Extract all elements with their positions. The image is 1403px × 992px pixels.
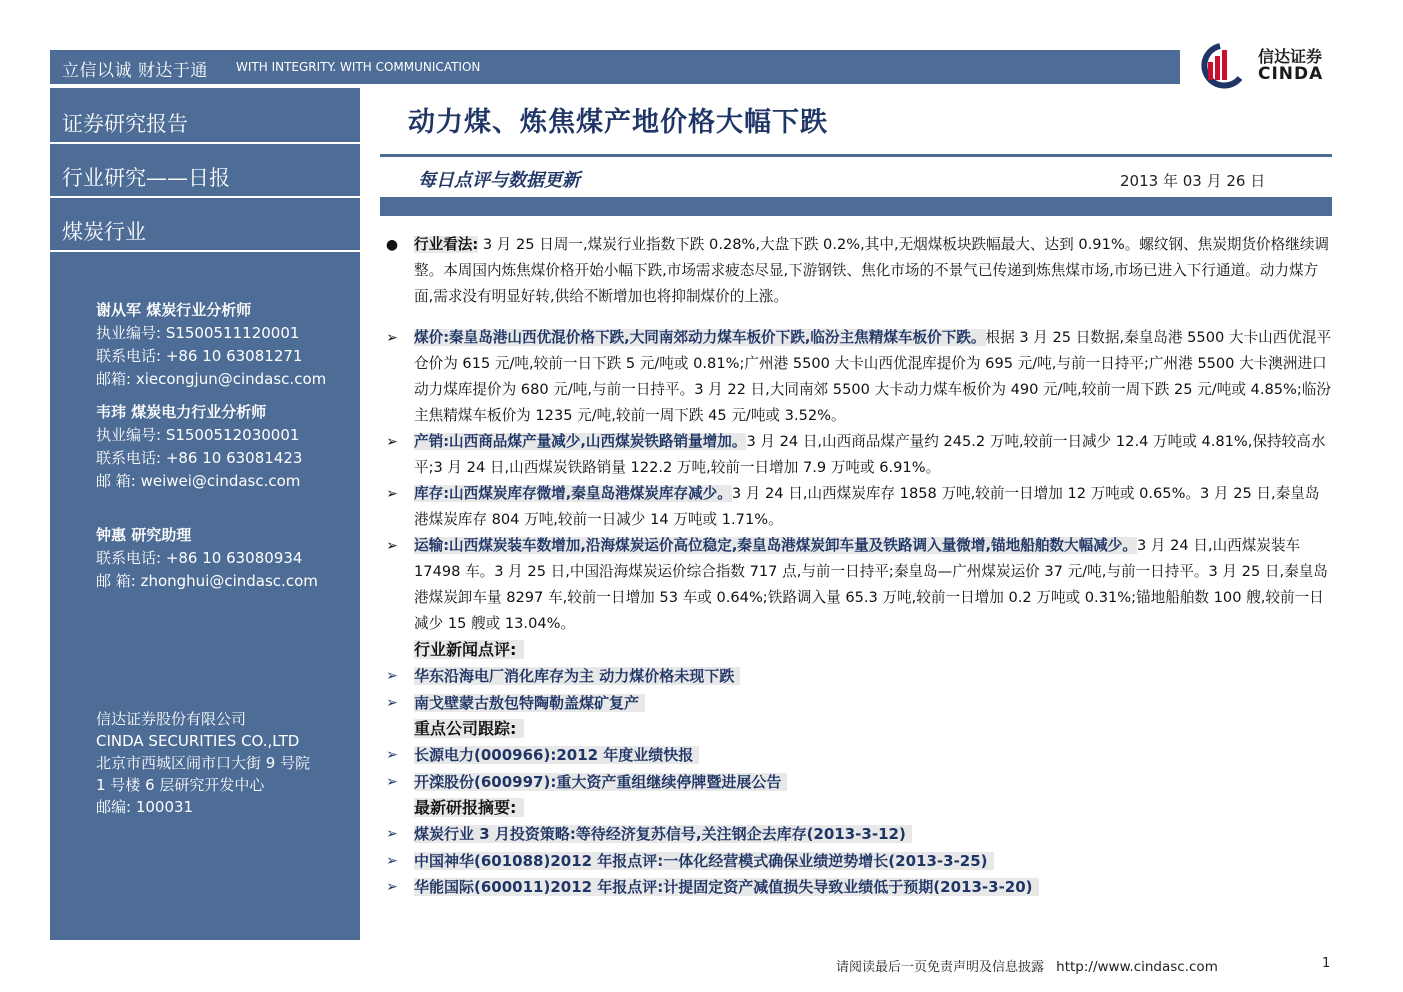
industry-view	[380, 232, 1332, 310]
point-text: 3 月 24 日,山西商品煤产量约 245.2 万吨,较前一日减少 12.4 万吨或 4.81%,保持较高水平;3 月 24 日,山西煤炭铁路销量 122.2 万吨,较前一日增加 7.9 万吨或 6.91%。	[414, 433, 1326, 476]
category-block	[50, 148, 360, 198]
arrow-bullet-icon: ➢	[386, 747, 398, 763]
analyst-license: 执业编号: S1500511120001	[96, 324, 300, 342]
arrow-bullet-icon: ➢	[386, 826, 398, 842]
arrow-bullet-icon: ➢	[386, 694, 398, 711]
arrow-bullet-icon: ➢	[386, 879, 398, 895]
news-item[interactable]: ➢ 华东沿海电厂消化库存为主 动力煤价格未现下跌	[380, 663, 1332, 690]
report-date: 2013 年 03 月 26 日	[1120, 172, 1266, 190]
title-divider	[380, 154, 1332, 157]
analyst-email: 邮箱: xiecongjun@cindasc.com	[96, 370, 327, 388]
research-item[interactable]: ➢ 中国神华(601088)2012 年报点评:一体化经营模式确保业绩逆势增长(2013-3-25)	[380, 848, 1332, 875]
cinda-logo	[1190, 40, 1340, 90]
analyst-name: 韦玮 煤炭电力行业分析师	[96, 403, 267, 421]
header-bar	[380, 197, 1332, 216]
company-name-en: CINDA SECURITIES CO.,LTD	[96, 732, 300, 750]
industry-view-text: 3 月 25 日周一,煤炭行业指数下跌 0.28%,大盘下跌 0.2%,其中,无烟煤板块跌幅最大、达到 0.91%。螺纹钢、焦炭期货价格继续调整。本周国内炼焦煤价格开始小幅下跌,市场需求疲态尽显,下游钢铁、焦化市场的不景气已传递到炼焦煤市场,市场已进入下行通道。动力煤方面,需求没有明显好转,供给不断增加也将抑制煤价的上涨。	[414, 236, 1330, 305]
report-category: 行业研究——日报	[62, 166, 230, 190]
main-content	[380, 232, 1332, 901]
company-info	[96, 708, 310, 818]
footer-disclaimer: 请阅读最后一页免责声明及信息披露	[836, 960, 1045, 975]
arrow-bullet-icon: ➢	[386, 538, 398, 554]
point-label: 产销:山西商品煤产量减少,山西煤炭铁路销量增加。	[414, 433, 747, 450]
arrow-bullet-icon: ➢	[386, 434, 398, 450]
news-item[interactable]: ➢ 南戈壁蒙古敖包特陶勒盖煤矿复产	[380, 690, 1332, 717]
industry-view-label: 行业看法:	[414, 236, 479, 253]
research-heading: 最新研报摘要:	[380, 795, 1332, 821]
company-name-cn: 信达证券股份有限公司	[96, 710, 247, 728]
sidebar	[50, 88, 360, 940]
logo-text-chinese: 信达证券	[1258, 47, 1323, 66]
analyst-license: 执业编号: S1500512030001	[96, 426, 300, 444]
slogan-english: WITH INTEGRITY. WITH COMMUNICATION	[236, 60, 481, 74]
point-paragraph	[380, 429, 1332, 481]
point-label: 煤价:秦皇岛港山西优混价格下跌,大同南郊动力煤车板价下跌,临汾主焦精煤车板价下跌。	[414, 329, 986, 346]
analyst-name: 谢从军 煤炭行业分析师	[96, 301, 252, 319]
bullet-dot-icon: ●	[385, 237, 399, 253]
news-heading: 行业新闻点评:	[380, 637, 1332, 663]
point-label: 库存:山西煤炭库存微增,秦皇岛港煤炭库存减少。	[414, 485, 732, 502]
analyst-card	[96, 299, 326, 391]
arrow-bullet-icon: ➢	[386, 668, 398, 684]
report-type-block	[50, 94, 360, 144]
slogan-chinese: 立信以诚 财达于通	[62, 61, 208, 81]
analyst-card	[96, 524, 318, 593]
industry-block	[50, 202, 360, 252]
page-number: 1	[1322, 956, 1331, 971]
footer	[836, 956, 1218, 975]
analyst-email: 邮 箱: zhonghui@cindasc.com	[96, 572, 318, 590]
report-title: 动力煤、炼焦煤产地价格大幅下跌	[408, 107, 828, 138]
analyst-email: 邮 箱: weiwei@cindasc.com	[96, 472, 301, 490]
point-text: 3 月 24 日,山西煤炭装车 17498 车。3 月 25 日,中国沿海煤炭运价综合指数 717 点,与前一日持平;秦皇岛—广州煤炭运价 37 元/吨,与前一日持平。3 月 25 日,秦皇岛港煤炭卸车量 8297 车,较前一日增加 53 车或 0.64%;铁路调入量 65.3 万吨,较前一日增加 0.2 万吨或 0.31%;锚地船舶数 100 艘,较前一日减少 15 艘或 13.04%。	[414, 537, 1328, 632]
point-label: 运输:山西煤炭装车数增加,沿海煤炭运价高位稳定,秦皇岛港煤炭卸车量及铁路调入量微增,锚地船舶数大幅减少。	[414, 537, 1137, 554]
research-item[interactable]: ➢ 煤炭行业 3 月投资策略:等待经济复苏信号,关注钢企去库存(2013-3-12)	[380, 821, 1332, 848]
company-postcode: 邮编: 100031	[96, 798, 194, 816]
point-paragraph	[380, 481, 1332, 533]
company-tracking-heading: 重点公司跟踪:	[380, 716, 1332, 742]
cinda-logo-icon	[1190, 40, 1252, 90]
company-address-line1: 北京市西城区闹市口大街 9 号院	[96, 754, 311, 772]
company-item[interactable]: ➢ 开滦股份(600997):重大资产重组继续停牌暨进展公告	[380, 769, 1332, 796]
report-subtitle: 每日点评与数据更新	[418, 170, 580, 191]
top-banner	[50, 50, 1180, 84]
point-paragraph	[380, 325, 1332, 429]
company-address-line2: 1 号楼 6 层研究开发中心	[96, 776, 265, 794]
analyst-phone: 联系电话: +86 10 63081271	[96, 347, 303, 365]
research-item[interactable]: ➢ 华能国际(600011)2012 年报点评:计提固定资产减值损失导致业绩低于预期(2013-3-20)	[380, 874, 1332, 901]
analyst-phone: 联系电话: +86 10 63081423	[96, 449, 303, 467]
arrow-bullet-icon: ➢	[386, 486, 398, 502]
analyst-phone: 联系电话: +86 10 63080934	[96, 549, 303, 567]
point-text: 3 月 24 日,山西煤炭库存 1858 万吨,较前一日增加 12 万吨或 0.65%。3 月 25 日,秦皇岛港煤炭库存 804 万吨,较前一日减少 14 万吨或 1.71%。	[414, 485, 1320, 528]
industry-name: 煤炭行业	[62, 220, 146, 244]
point-text: 根据 3 月 25 日数据,秦皇岛港 5500 大卡山西优混平仓价为 615 元/吨,较前一日下跌 5 元/吨或 0.81%;广州港 5500 大卡山西优混库提价为 695 元/吨,与前一日持平;广州港 5500 大卡澳洲进口动力煤库提价为 680 元/吨,与前一日持平。3 月 22 日,大同南郊 5500 大卡动力煤车板价为 490 元/吨,较前一周下跌 25 元/吨或 4.85%;临汾主焦精煤车板价为 1235 元/吨,较前一周下跌 45 元/吨或 3.52%。	[414, 329, 1332, 424]
arrow-bullet-icon: ➢	[386, 330, 398, 346]
footer-url-link[interactable]: http://www.cindasc.com	[1056, 959, 1218, 975]
point-paragraph	[380, 533, 1332, 637]
arrow-bullet-icon: ➢	[386, 852, 398, 869]
logo-text-english: CINDA	[1258, 64, 1324, 84]
report-type: 证券研究报告	[62, 112, 188, 136]
arrow-bullet-icon: ➢	[386, 773, 398, 790]
company-item[interactable]: ➢ 长源电力(000966):2012 年度业绩快报	[380, 742, 1332, 769]
analyst-name: 钟惠 研究助理	[96, 526, 192, 544]
analyst-card	[96, 401, 302, 493]
